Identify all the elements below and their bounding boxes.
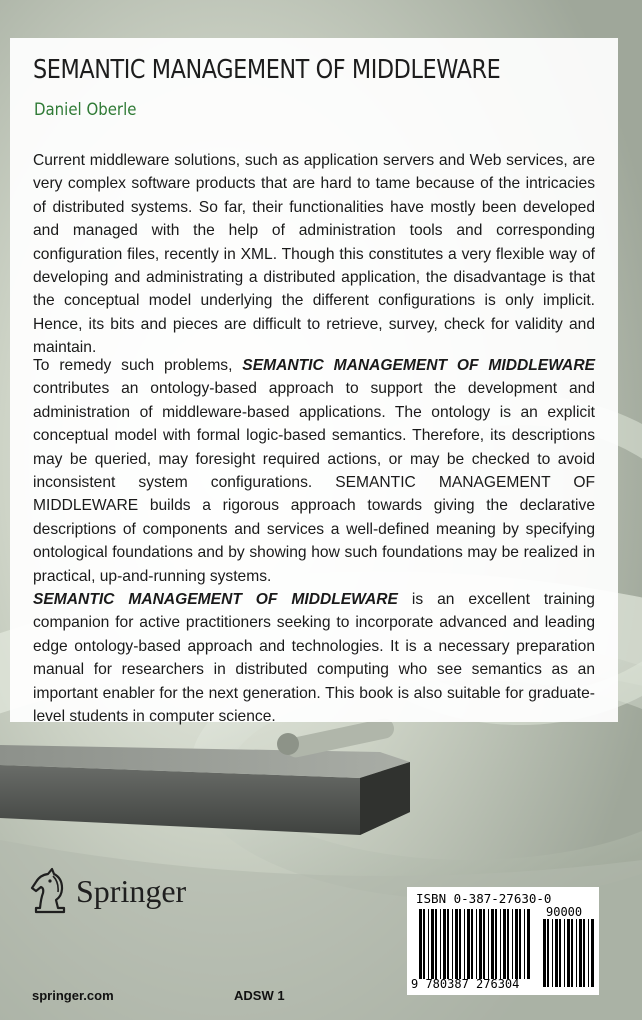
author-name: Daniel Oberle [34,100,137,120]
ean-number: 9 780387 276304 [411,977,520,991]
springer-logo [28,866,186,916]
price-code: 90000 [546,905,583,919]
publisher-name: Springer [76,872,187,909]
paragraph-3-rest: is an excellent training companion for active practitioners seeking to incorporate advanced and leading edge ontology-based approach and technologies. It is a necessary preparation manual for researchers in distributed computing who see semantics as an important enabler for the next generation. This book is also suitable for graduate-level students in computer science. [33,591,595,726]
isbn-number: ISBN 0-387-27630-0 [416,891,552,906]
paragraph-3-title-emphasis: SEMANTIC MANAGEMENT OF MIDDLEWARE [33,591,398,608]
isbn-barcode [407,887,599,995]
description-paragraph-1: Current middleware solutions, such as application servers and Web services, are very complex software products that are hard to tame because of the intricacies of distributed systems. So far, their functionalities have mostly been developed and managed with the help of administration tools and corresponding configuration files, recently in XML. Though this constitutes a very flexible way of developing and administrating a distributed application, the disadvantage is that the conceptual model underlying the different configurations is only implicit. Hence, its bits and pieces are difficult to retrieve, survey, check for validity and maintain. [33,152,595,357]
paragraph-2-rest: contributes an ontology-based approach to support the development and administration of middleware-based applications. The ontology is an explicit conceptual model with formal logic-based semantics. Therefore, its descriptions may be queried, may foresight required actions, or may be checked to avoid inconsistent system configurations. SEMANTIC MANAGEMENT OF MIDDLEWARE builds a rigorous approach towards giving the declarative descriptions of components and services a well-defined meaning by specifying ontological foundations and by showing how such foundations may be realized in practical, up-and-running systems. [33,380,595,585]
series-code: ADSW 1 [234,988,285,1003]
paragraph-2-lead: To remedy such problems, [33,357,233,374]
description-paragraph-3 [33,588,595,728]
book-title: SEMANTIC MANAGEMENT OF MIDDLEWARE [33,55,501,85]
description-paragraph-2 [33,354,595,588]
springer-horse-icon [28,866,72,916]
publisher-website: springer.com [32,988,114,1003]
paragraph-2-title-emphasis: SEMANTIC MANAGEMENT OF MIDDLEWARE [242,357,595,374]
